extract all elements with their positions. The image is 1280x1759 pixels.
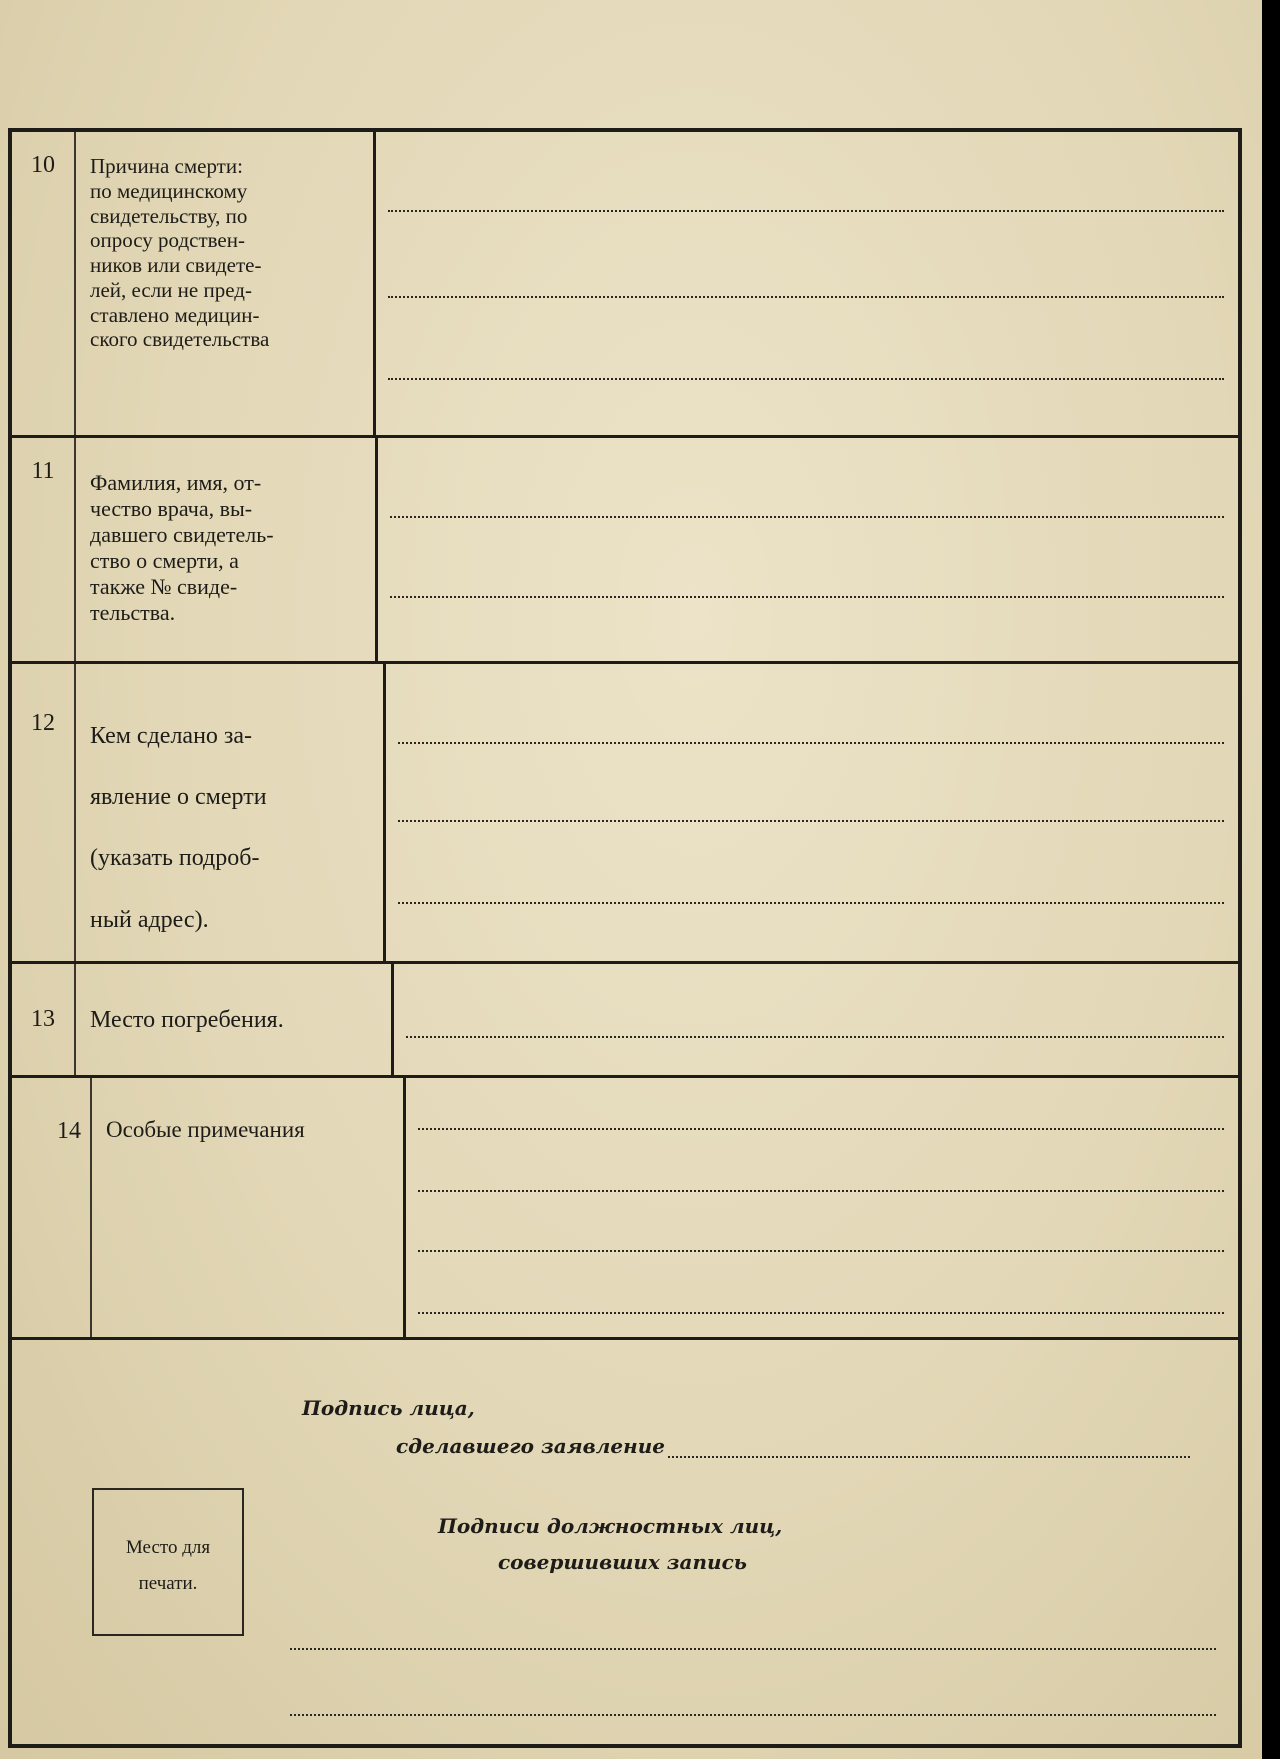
row-number: 10 — [12, 132, 76, 435]
row-number: 13 — [12, 964, 76, 1075]
entry-line[interactable] — [418, 1128, 1224, 1130]
entry-line[interactable] — [388, 210, 1224, 212]
stamp-label-2: печати. — [138, 1573, 198, 1595]
stamp-placeholder — [92, 1488, 244, 1636]
applicant-signature-label: Подпись лица, — [302, 1396, 475, 1420]
row-cause-of-death — [12, 132, 1238, 438]
row-label: Особые примечания — [92, 1078, 406, 1337]
entry-line[interactable] — [418, 1312, 1224, 1314]
entry-line[interactable] — [398, 820, 1224, 822]
officials-signature-label: Подписи должностных лиц, — [438, 1514, 783, 1538]
row-burial-place — [12, 964, 1238, 1078]
cause-of-death-field[interactable] — [376, 132, 1238, 435]
entry-line[interactable] — [390, 516, 1224, 518]
entry-line[interactable] — [418, 1190, 1224, 1192]
burial-place-field[interactable] — [394, 964, 1238, 1075]
official-signature-line[interactable] — [290, 1714, 1216, 1716]
notes-field[interactable] — [406, 1078, 1238, 1337]
row-label: Фамилия, имя, от- чество врача, вы- давшего свидетель- ство о смерти, а также № свиде- тельства. — [76, 438, 378, 661]
row-number: 11 — [12, 438, 76, 661]
entry-line[interactable] — [388, 378, 1224, 380]
row-number: 14 — [12, 1078, 92, 1337]
officials-signature-label-2: совершивших запись — [498, 1550, 747, 1574]
entry-line[interactable] — [418, 1250, 1224, 1252]
declarant-field[interactable] — [386, 664, 1238, 961]
entry-line[interactable] — [390, 596, 1224, 598]
stamp-label-1: Место для — [125, 1537, 211, 1558]
row-notes — [12, 1078, 1238, 1340]
row-label: Причина смерти: по медицинскому свидетельству, по опросу родствен- ников или свидете- лей, если не пред- ставлено медицин- ского свидетельства — [76, 132, 376, 435]
applicant-signature-label-2: сделавшего заявление — [396, 1434, 665, 1458]
row-declarant — [12, 664, 1238, 964]
official-signature-line[interactable] — [290, 1648, 1216, 1650]
entry-line[interactable] — [398, 902, 1224, 904]
row-number: 12 — [12, 664, 76, 961]
row-label: Место погребения. — [76, 964, 394, 1075]
doctor-name-field[interactable] — [378, 438, 1238, 661]
entry-line[interactable] — [388, 296, 1224, 298]
applicant-signature-line[interactable] — [668, 1456, 1190, 1458]
row-doctor-name — [12, 438, 1238, 664]
entry-line[interactable] — [398, 742, 1224, 744]
entry-line[interactable] — [406, 1036, 1224, 1038]
row-label: Кем сделано за- явление о смерти (указать подроб- ный адрес). — [76, 664, 386, 961]
